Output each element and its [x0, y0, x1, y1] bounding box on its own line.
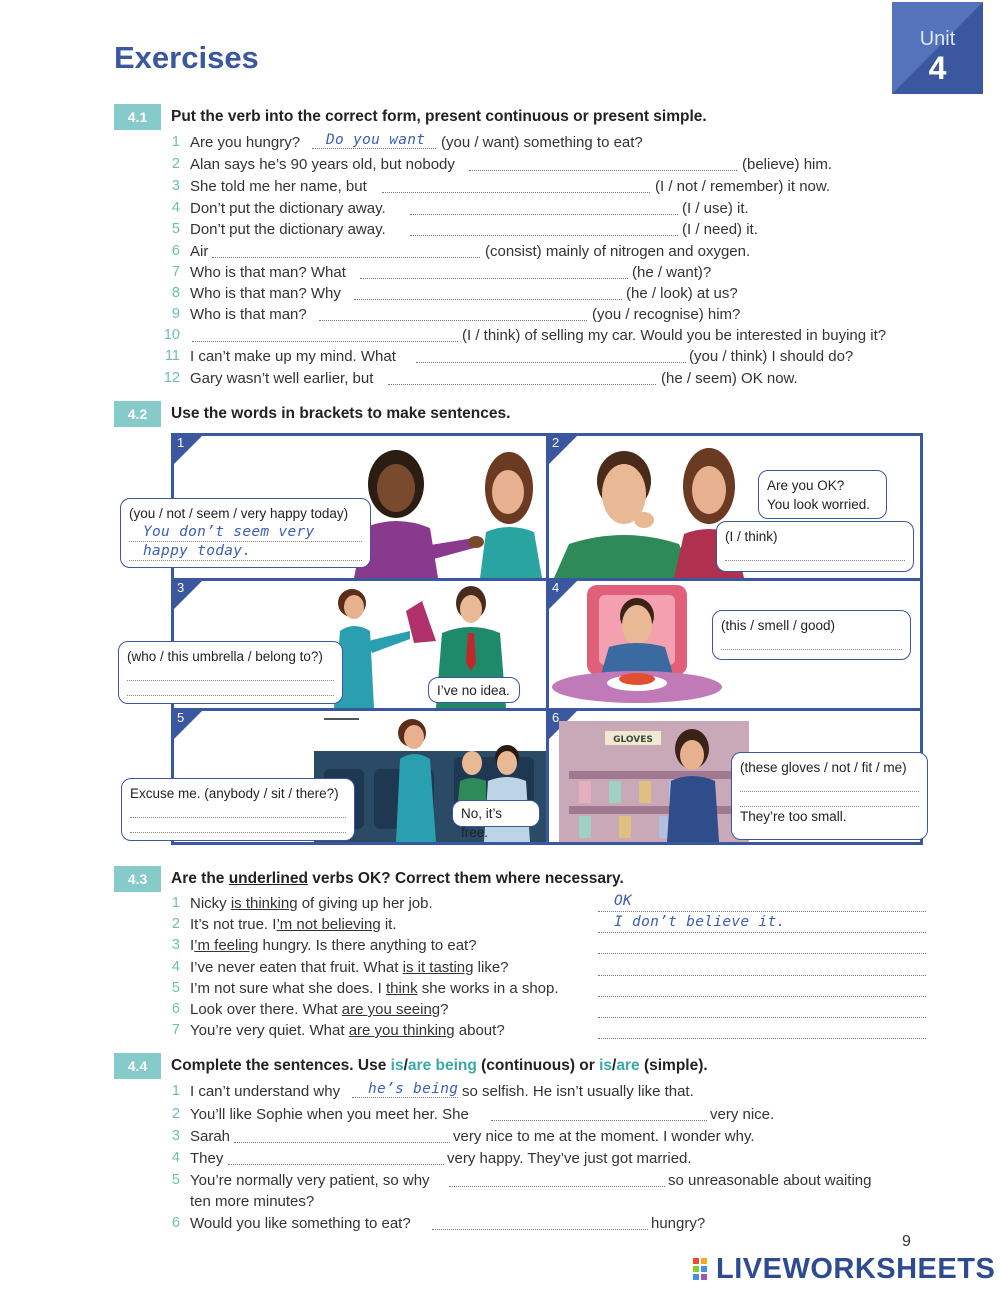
answer-blank[interactable] — [192, 329, 458, 342]
panel-number: 2 — [552, 436, 560, 450]
answer-blank[interactable] — [360, 266, 628, 279]
item-text-before: Are you hungry? — [190, 134, 301, 151]
item-number: 3 — [171, 937, 180, 953]
speech-bubble-6 — [731, 752, 928, 840]
item-text-after: (consist) mainly of nitrogen and oxygen. — [485, 243, 751, 260]
answer-blank[interactable] — [127, 681, 334, 696]
page-number: 9 — [902, 1233, 911, 1250]
item-text-before: You’re normally very patient, so why — [190, 1172, 430, 1189]
item-text-before: Don’t put the dictionary away. — [190, 200, 386, 217]
item-number: 3 — [171, 1128, 180, 1144]
item-number: 6 — [171, 1001, 180, 1017]
exercise-heading-4-3: Are the underlined verbs OK? Correct them where necessary. — [171, 870, 624, 887]
answer-blank[interactable] — [598, 984, 926, 997]
exercise-4-3-answers — [598, 893, 926, 1043]
liveworksheets-brand: LIVEWORKSHEETS — [716, 1253, 996, 1285]
answer-blank[interactable] — [410, 223, 678, 236]
speech-bubble-5-reply — [452, 800, 540, 840]
speech-bubble-3 — [118, 641, 343, 704]
item-text-before: They — [190, 1150, 224, 1167]
item-text-after: (you / want) something to eat? — [441, 134, 643, 151]
item-text-after: hungry? — [651, 1215, 706, 1232]
item-number: 12 — [163, 370, 180, 386]
panel-number: 4 — [552, 581, 560, 595]
item-number: 6 — [171, 243, 180, 259]
panel-number: 5 — [177, 711, 185, 725]
item-text-before: You’ll like Sophie when you meet her. She — [190, 1106, 469, 1123]
item-text-after: (you / recognise) him? — [592, 306, 741, 323]
reply-text: I’ve no idea. — [437, 683, 510, 698]
shop-sign: GLOVES — [613, 735, 653, 745]
answer-blank[interactable] — [130, 803, 346, 818]
answer-blank[interactable] — [721, 635, 902, 650]
item-number: 7 — [171, 1022, 180, 1038]
answer-blank[interactable] — [598, 1005, 926, 1018]
item-text-continued: ten more minutes? — [190, 1193, 315, 1210]
answer-blank[interactable] — [228, 1152, 444, 1165]
answer-blank[interactable] — [234, 1130, 450, 1143]
handwritten-answer[interactable]: happy today. — [129, 542, 362, 561]
exercise-heading-4-4: Complete the sentences. Use is/are being (continuous) or is/are (simple). — [171, 1057, 708, 1074]
item-number: 5 — [171, 1172, 180, 1188]
exercise-badge-4-1: 4.1 — [114, 104, 161, 130]
prompt-text: Excuse me. (anybody / sit / there?) — [130, 786, 339, 801]
item-text-before: Air — [190, 243, 209, 260]
speech-text: They’re too small. — [740, 809, 847, 824]
item-text-before: I can’t understand why — [190, 1083, 341, 1100]
handwritten-answer[interactable]: You don’t seem very — [129, 523, 362, 542]
item-number: 8 — [171, 285, 180, 301]
item-number: 2 — [171, 916, 180, 932]
prompt-text: (these gloves / not / fit / me) — [740, 760, 907, 775]
panel-number: 3 — [177, 581, 185, 595]
panel-number: 6 — [552, 711, 560, 725]
item-sentence: I’ve never eaten that fruit. What is it tasting like? — [190, 959, 509, 976]
item-number: 10 — [163, 327, 180, 343]
handwritten-answer: OK — [614, 893, 633, 909]
item-number: 1 — [171, 134, 180, 150]
speech-bubble-2b — [716, 521, 914, 572]
item-text-after: very nice. — [710, 1106, 775, 1123]
answer-blank[interactable] — [598, 963, 926, 976]
prompt-text: (you / not / seem / very happy today) — [129, 506, 349, 521]
answer-blank[interactable] — [740, 792, 919, 807]
handwritten-answer: he’s being — [368, 1081, 459, 1097]
page-title: Exercises — [114, 40, 259, 75]
exercise-badge-4-4: 4.4 — [114, 1053, 161, 1079]
speech-bubble-2a — [758, 470, 887, 519]
item-number: 5 — [171, 980, 180, 996]
item-sentence: Nicky is thinking of giving up her job. — [190, 895, 433, 912]
item-text-after: (I / think) of selling my car. Would you be interested in buying it? — [462, 327, 887, 344]
item-number: 9 — [171, 306, 180, 322]
item-number: 2 — [171, 1106, 180, 1122]
item-text-before: Alan says he’s 90 years old, but nobody — [190, 156, 455, 173]
unit-label: Unit — [919, 28, 956, 50]
item-number: 5 — [171, 221, 180, 237]
speech-text: Are you OK? — [767, 478, 845, 493]
item-number: 2 — [171, 156, 180, 172]
item-number: 7 — [171, 264, 180, 280]
item-text-after: (I / use) it. — [682, 200, 749, 217]
item-sentence: I’m not sure what she does. I think she works in a shop. — [190, 980, 559, 997]
item-text-after: (he / look) at us? — [626, 285, 738, 302]
item-text-before: Gary wasn’t well earlier, but — [190, 370, 374, 387]
item-text-before: Would you like something to eat? — [190, 1215, 411, 1232]
item-text-after: so selfish. He isn’t usually like that. — [462, 1083, 694, 1100]
prompt-text: (I / think) — [725, 529, 778, 544]
exercise-badge-4-2: 4.2 — [114, 401, 161, 427]
unit-number: 4 — [928, 50, 947, 86]
item-sentence: You’re very quiet. What are you thinking about? — [190, 1022, 505, 1039]
item-number: 1 — [171, 1083, 180, 1099]
item-text-after: (I / need) it. — [682, 221, 758, 238]
item-text-after: so unreasonable about waiting — [668, 1172, 872, 1189]
speech-bubble-5 — [121, 778, 355, 841]
item-sentence: I’m feeling hungry. Is there anything to eat? — [190, 937, 477, 954]
item-number: 1 — [171, 895, 180, 911]
speech-text: You look worried. — [767, 497, 871, 512]
answer-blank[interactable] — [598, 941, 926, 954]
item-number: 4 — [171, 200, 180, 216]
item-text-after: very nice to me at the moment. I wonder why. — [453, 1128, 755, 1145]
handwritten-answer: I don’t believe it. — [614, 914, 786, 930]
exercise-heading-4-2: Use the words in brackets to make sentences. — [171, 405, 511, 422]
answer-blank[interactable] — [740, 777, 919, 792]
answer-blank[interactable] — [449, 1174, 665, 1187]
answer-blank[interactable] — [212, 245, 480, 258]
answer-blank[interactable] — [598, 899, 926, 912]
answer-blank[interactable] — [432, 1217, 648, 1230]
item-text-after: (believe) him. — [742, 156, 833, 173]
item-text-before: I can’t make up my mind. What — [190, 348, 396, 365]
answer-blank[interactable] — [725, 546, 905, 561]
item-text-before: Don’t put the dictionary away. — [190, 221, 386, 238]
answer-blank[interactable] — [130, 818, 346, 833]
answer-blank[interactable] — [127, 666, 334, 681]
answer-blank[interactable] — [354, 287, 622, 300]
panel-number: 1 — [177, 436, 185, 450]
item-text-before: Who is that man? Why — [190, 285, 341, 302]
item-text-after: (he / seem) OK now. — [661, 370, 798, 387]
item-number: 4 — [171, 1150, 180, 1166]
item-number: 11 — [164, 348, 180, 364]
item-number: 4 — [171, 959, 180, 975]
item-number: 6 — [171, 1215, 180, 1231]
item-sentence: Look over there. What are you seeing? — [190, 1001, 449, 1018]
answer-blank[interactable] — [469, 158, 737, 171]
answer-blank[interactable] — [388, 372, 656, 385]
item-text-before: She told me her name, but — [190, 178, 367, 195]
answer-blank[interactable] — [382, 180, 650, 193]
unit-badge — [892, 2, 983, 94]
answer-blank[interactable] — [319, 308, 587, 321]
answer-blank[interactable] — [410, 202, 678, 215]
liveworksheets-logo-icon — [693, 1258, 715, 1280]
item-text-after: (you / think) I should do? — [689, 348, 854, 365]
answer-blank[interactable] — [598, 1026, 926, 1039]
speech-bubble-3-reply — [428, 677, 520, 703]
prompt-text: (this / smell / good) — [721, 618, 836, 633]
item-text-before: Who is that man? — [190, 306, 307, 323]
answer-blank[interactable] — [491, 1108, 707, 1121]
reply-text: No, it’s free. — [461, 806, 503, 840]
speech-bubble-4 — [712, 610, 911, 660]
item-text-after: very happy. They’ve just got married. — [447, 1150, 692, 1167]
speech-bubble-1 — [120, 498, 371, 568]
item-text-before: Who is that man? What — [190, 264, 346, 281]
item-number: 3 — [171, 178, 180, 194]
exercise-heading-4-1: Put the verb into the correct form, present continuous or present simple. — [171, 108, 707, 125]
item-sentence: It’s not true. I’m not believing it. — [190, 916, 397, 933]
prompt-text: (who / this umbrella / belong to?) — [127, 649, 323, 664]
item-text-after: (he / want)? — [632, 264, 712, 281]
exercise-badge-4-3: 4.3 — [114, 866, 161, 892]
item-text-before: Sarah — [190, 1128, 231, 1145]
item-text-after: (I / not / remember) it now. — [655, 178, 831, 195]
handwritten-answer: Do you want — [326, 132, 426, 148]
answer-blank[interactable] — [416, 350, 686, 363]
